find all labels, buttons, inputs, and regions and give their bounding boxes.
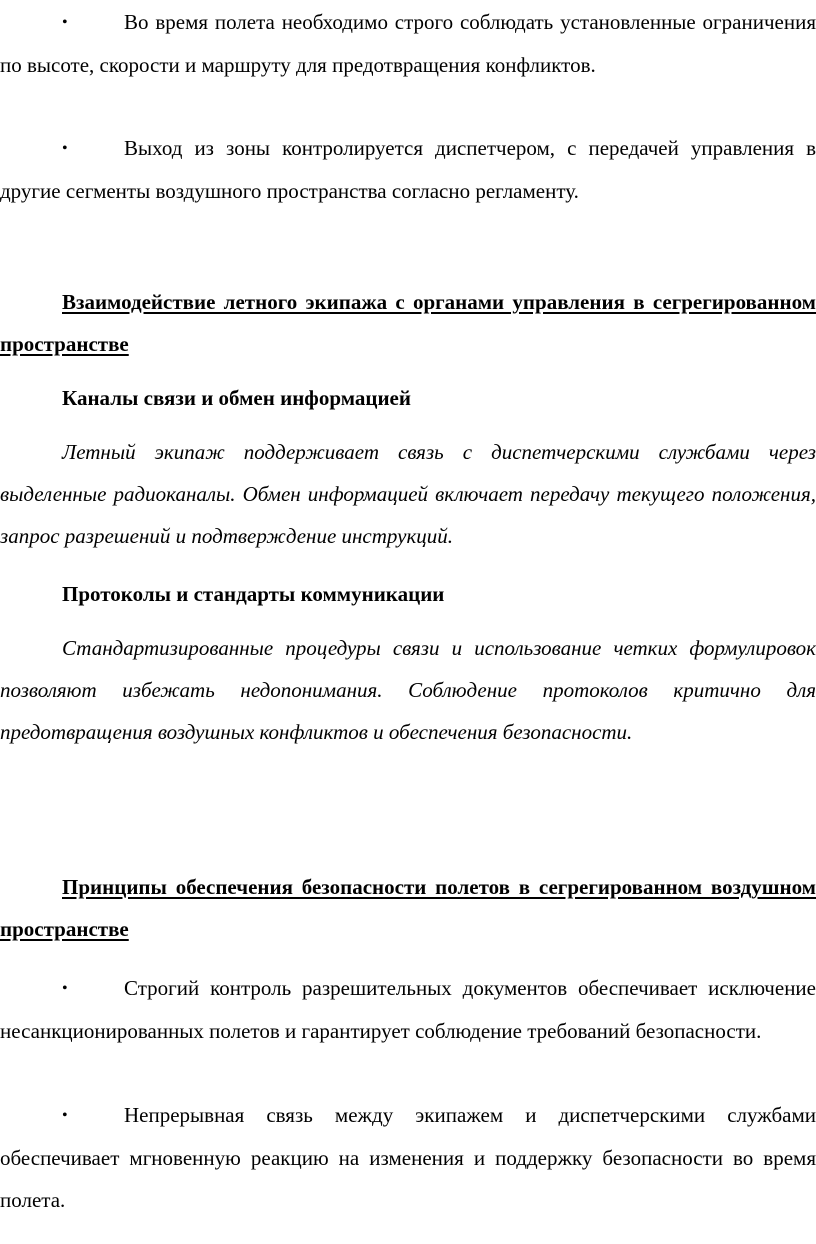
bullet-text: Непрерывная связь между экипажем и диспетчерскими службами обеспечивает мгновенную реакцию на изменения и поддержку безопасности во время полета. bbox=[0, 1103, 816, 1212]
bullet-icon: • bbox=[62, 140, 68, 157]
subheading-communication-protocols: Протоколы и стандарты коммуникации bbox=[62, 582, 445, 606]
bullet-icon: • bbox=[62, 980, 68, 997]
bullet-text: Во время полета необходимо строго соблюдать установленные ограничения по высоте, скорости и маршруту для предотвращения конфликтов. bbox=[0, 10, 816, 77]
subheading-communication-channels: Каналы связи и обмен информацией bbox=[62, 386, 411, 410]
bullet-item-permit-control bbox=[0, 967, 816, 1052]
bullet-text: Выход из зоны контролируется диспетчером, с передачей управления в другие сегменты воздушного пространства согласно регламенту. bbox=[0, 136, 816, 203]
bullet-icon: • bbox=[62, 14, 68, 31]
section-heading-flight-safety: Принципы обеспечения безопасности полетов в сегрегированном воздушном пространстве bbox=[0, 875, 816, 941]
bullet-text: Строгий контроль разрешительных документов обеспечивает исключение несанкционированных полетов и гарантирует соблюдение требований безопасности. bbox=[0, 976, 816, 1043]
bullet-item-zone-exit bbox=[0, 127, 816, 212]
paragraph-communication-protocols: Стандартизированные процедуры связи и использование четких формулировок позволяют избежать недопонимания. Соблюдение протоколов критично для предотвращения воздушных конфликтов и обеспечения безопасности. bbox=[0, 636, 816, 744]
bullet-icon: • bbox=[62, 1107, 68, 1124]
bullet-item-continuous-communication bbox=[0, 1094, 816, 1221]
section-heading-crew-interaction: Взаимодействие летного экипажа с органами управления в сегрегированном пространстве bbox=[0, 290, 816, 356]
paragraph-communication-channels: Летный экипаж поддерживает связь с диспетчерскими службами через выделенные радиоканалы. Обмен информацией включает передачу текущего положения, запрос разрешений и подтверждение инструкций. bbox=[0, 440, 816, 548]
bullet-item-flight-restrictions bbox=[0, 1, 816, 86]
